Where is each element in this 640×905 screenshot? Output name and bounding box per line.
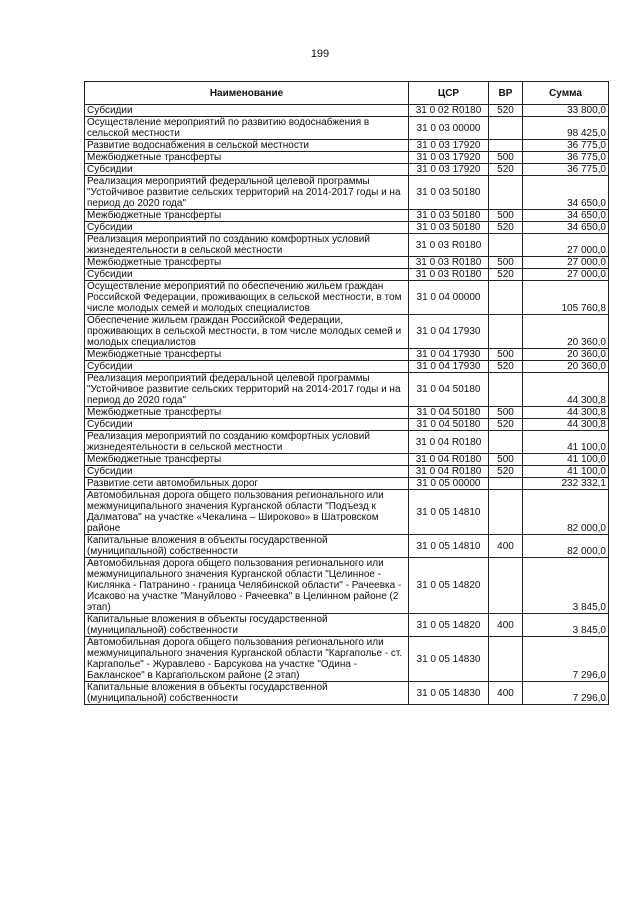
row-name: Межбюджетные трансферты xyxy=(85,454,409,466)
row-name: Обеспечение жильем граждан Российской Федерации, проживающих в сельской местности, в том числе молодых семей и молодых специалистов xyxy=(85,315,409,349)
row-vr xyxy=(489,234,523,257)
header-code: ЦСР xyxy=(409,82,489,105)
row-name: Субсидии xyxy=(85,164,409,176)
row-sum: 36 775,0 xyxy=(523,164,609,176)
row-sum: 7 296,0 xyxy=(523,637,609,682)
row-vr: 400 xyxy=(489,682,523,705)
row-vr xyxy=(489,176,523,210)
row-vr: 520 xyxy=(489,164,523,176)
row-vr: 520 xyxy=(489,269,523,281)
row-vr xyxy=(489,140,523,152)
row-sum: 7 296,0 xyxy=(523,682,609,705)
table-row xyxy=(85,682,609,705)
row-name: Межбюджетные трансферты xyxy=(85,210,409,222)
row-vr xyxy=(489,558,523,614)
row-code: 31 0 04 17930 xyxy=(409,361,489,373)
header-vr: ВР xyxy=(489,82,523,105)
row-name: Межбюджетные трансферты xyxy=(85,257,409,269)
table-row xyxy=(85,466,609,478)
table-row xyxy=(85,257,609,269)
row-code: 31 0 04 R0180 xyxy=(409,454,489,466)
row-name: Межбюджетные трансферты xyxy=(85,407,409,419)
table-row xyxy=(85,490,609,535)
table-row xyxy=(85,176,609,210)
row-name: Реализация мероприятий по созданию комфортных условий жизнедеятельности в сельской местности xyxy=(85,431,409,454)
row-name: Субсидии xyxy=(85,105,409,117)
table-row xyxy=(85,614,609,637)
table-row xyxy=(85,269,609,281)
row-name: Субсидии xyxy=(85,419,409,431)
row-sum: 3 845,0 xyxy=(523,614,609,637)
row-code: 31 0 05 14830 xyxy=(409,682,489,705)
row-name: Реализация мероприятий федеральной целевой программы "Устойчивое развитие сельских территорий на 2014-2017 годы и на период до 2020 года" xyxy=(85,373,409,407)
row-code: 31 0 03 17920 xyxy=(409,140,489,152)
row-sum: 82 000,0 xyxy=(523,535,609,558)
row-sum: 232 332,1 xyxy=(523,478,609,490)
row-name: Субсидии xyxy=(85,222,409,234)
row-name: Осуществление мероприятий по обеспечению жильем граждан Российской Федерации, проживающих в сельской местности, в том числе молодых семей и молодых специалистов xyxy=(85,281,409,315)
table-row xyxy=(85,637,609,682)
row-sum: 34 650,0 xyxy=(523,210,609,222)
row-name: Капитальные вложения в объекты государственной (муниципальной) собственности xyxy=(85,535,409,558)
row-vr: 520 xyxy=(489,419,523,431)
row-code: 31 0 03 50180 xyxy=(409,222,489,234)
table-row xyxy=(85,558,609,614)
row-code: 31 0 04 17930 xyxy=(409,315,489,349)
row-vr xyxy=(489,117,523,140)
row-sum: 44 300,8 xyxy=(523,419,609,431)
row-sum: 27 000,0 xyxy=(523,257,609,269)
row-name: Развитие сети автомобильных дорог xyxy=(85,478,409,490)
row-code: 31 0 04 17930 xyxy=(409,349,489,361)
row-code: 31 0 03 50180 xyxy=(409,176,489,210)
table-row xyxy=(85,373,609,407)
row-sum: 20 360,0 xyxy=(523,361,609,373)
row-code: 31 0 04 50180 xyxy=(409,419,489,431)
row-sum: 33 800,0 xyxy=(523,105,609,117)
table-row xyxy=(85,535,609,558)
table-row xyxy=(85,315,609,349)
row-name: Реализация мероприятий по созданию комфортных условий жизнедеятельности в сельской местности xyxy=(85,234,409,257)
row-vr xyxy=(489,315,523,349)
row-code: 31 0 05 00000 xyxy=(409,478,489,490)
table-row xyxy=(85,349,609,361)
table-row xyxy=(85,117,609,140)
table-row xyxy=(85,281,609,315)
row-name: Межбюджетные трансферты xyxy=(85,152,409,164)
row-vr xyxy=(489,373,523,407)
row-code: 31 0 02 R0180 xyxy=(409,105,489,117)
row-code: 31 0 03 50180 xyxy=(409,210,489,222)
row-sum: 20 360,0 xyxy=(523,315,609,349)
table-body xyxy=(85,105,609,705)
row-vr: 500 xyxy=(489,210,523,222)
table-row xyxy=(85,152,609,164)
table-row xyxy=(85,419,609,431)
row-vr: 400 xyxy=(489,614,523,637)
table-row xyxy=(85,431,609,454)
row-vr: 520 xyxy=(489,466,523,478)
row-code: 31 0 04 00000 xyxy=(409,281,489,315)
table-row xyxy=(85,140,609,152)
row-sum: 27 000,0 xyxy=(523,234,609,257)
row-code: 31 0 03 R0180 xyxy=(409,269,489,281)
page-number: 199 xyxy=(310,48,330,60)
row-name: Субсидии xyxy=(85,269,409,281)
row-sum: 34 650,0 xyxy=(523,176,609,210)
row-vr: 520 xyxy=(489,105,523,117)
table-row xyxy=(85,407,609,419)
row-code: 31 0 03 00000 xyxy=(409,117,489,140)
row-name: Капитальные вложения в объекты государственной (муниципальной) собственности xyxy=(85,682,409,705)
row-sum: 44 300,8 xyxy=(523,373,609,407)
table-row xyxy=(85,105,609,117)
row-code: 31 0 03 17920 xyxy=(409,164,489,176)
row-vr: 500 xyxy=(489,257,523,269)
row-code: 31 0 05 14830 xyxy=(409,637,489,682)
row-code: 31 0 04 50180 xyxy=(409,407,489,419)
row-vr xyxy=(489,281,523,315)
row-name: Развитие водоснабжения в сельской местности xyxy=(85,140,409,152)
row-sum: 98 425,0 xyxy=(523,117,609,140)
table-row xyxy=(85,454,609,466)
row-sum: 36 775,0 xyxy=(523,140,609,152)
row-vr xyxy=(489,478,523,490)
row-sum: 34 650,0 xyxy=(523,222,609,234)
row-sum: 41 100,0 xyxy=(523,431,609,454)
row-name: Субсидии xyxy=(85,361,409,373)
row-sum: 82 000,0 xyxy=(523,490,609,535)
table-row xyxy=(85,222,609,234)
row-code: 31 0 04 R0180 xyxy=(409,466,489,478)
table-header-row xyxy=(85,82,609,105)
row-sum: 20 360,0 xyxy=(523,349,609,361)
row-name: Капитальные вложения в объекты государственной (муниципальной) собственности xyxy=(85,614,409,637)
table-row xyxy=(85,210,609,222)
table-row xyxy=(85,164,609,176)
row-sum: 3 845,0 xyxy=(523,558,609,614)
row-code: 31 0 05 14810 xyxy=(409,535,489,558)
row-code: 31 0 04 50180 xyxy=(409,373,489,407)
row-name: Автомобильная дорога общего пользования регионального или межмуниципального значения Курганской области "Целинное - Кислянка - Патранино - граница Челябинской области" - Рачеевка - Исаково на участке "Мануйлово - Рачеевка" в Целинном районе (2 этап) xyxy=(85,558,409,614)
row-sum: 36 775,0 xyxy=(523,152,609,164)
row-vr xyxy=(489,637,523,682)
budget-table xyxy=(84,81,609,705)
row-vr: 500 xyxy=(489,152,523,164)
row-code: 31 0 04 R0180 xyxy=(409,431,489,454)
table-row xyxy=(85,361,609,373)
row-sum: 27 000,0 xyxy=(523,269,609,281)
row-vr: 400 xyxy=(489,535,523,558)
row-vr: 500 xyxy=(489,349,523,361)
header-sum: Сумма xyxy=(523,82,609,105)
table-row xyxy=(85,478,609,490)
row-vr: 500 xyxy=(489,407,523,419)
row-sum: 41 100,0 xyxy=(523,466,609,478)
row-sum: 41 100,0 xyxy=(523,454,609,466)
row-code: 31 0 03 R0180 xyxy=(409,257,489,269)
row-sum: 44 300,8 xyxy=(523,407,609,419)
table-row xyxy=(85,234,609,257)
row-name: Автомобильная дорога общего пользования регионального или межмуниципального значения Курганской области "Подъезд к Далматова" на участке «Чекалина – Широково» в Шатровском районе xyxy=(85,490,409,535)
row-code: 31 0 03 R0180 xyxy=(409,234,489,257)
row-vr: 520 xyxy=(489,361,523,373)
row-code: 31 0 05 14820 xyxy=(409,558,489,614)
row-code: 31 0 05 14810 xyxy=(409,490,489,535)
row-code: 31 0 03 17920 xyxy=(409,152,489,164)
row-code: 31 0 05 14820 xyxy=(409,614,489,637)
row-sum: 105 760,8 xyxy=(523,281,609,315)
row-name: Межбюджетные трансферты xyxy=(85,349,409,361)
row-vr: 500 xyxy=(489,454,523,466)
row-name: Автомобильная дорога общего пользования регионального или межмуниципального значения Курганской области "Каргаполье - ст. Каргаполье" - Журавлево - Барсукова на участке "Одина - Бакланское" в Каргапольском районе (2 этап) xyxy=(85,637,409,682)
row-vr: 520 xyxy=(489,222,523,234)
row-name: Реализация мероприятий федеральной целевой программы "Устойчивое развитие сельских территорий на 2014-2017 годы и на период до 2020 года" xyxy=(85,176,409,210)
row-vr xyxy=(489,490,523,535)
header-name: Наименование xyxy=(85,82,409,105)
row-vr xyxy=(489,431,523,454)
row-name: Осуществление мероприятий по развитию водоснабжения в сельской местности xyxy=(85,117,409,140)
row-name: Субсидии xyxy=(85,466,409,478)
